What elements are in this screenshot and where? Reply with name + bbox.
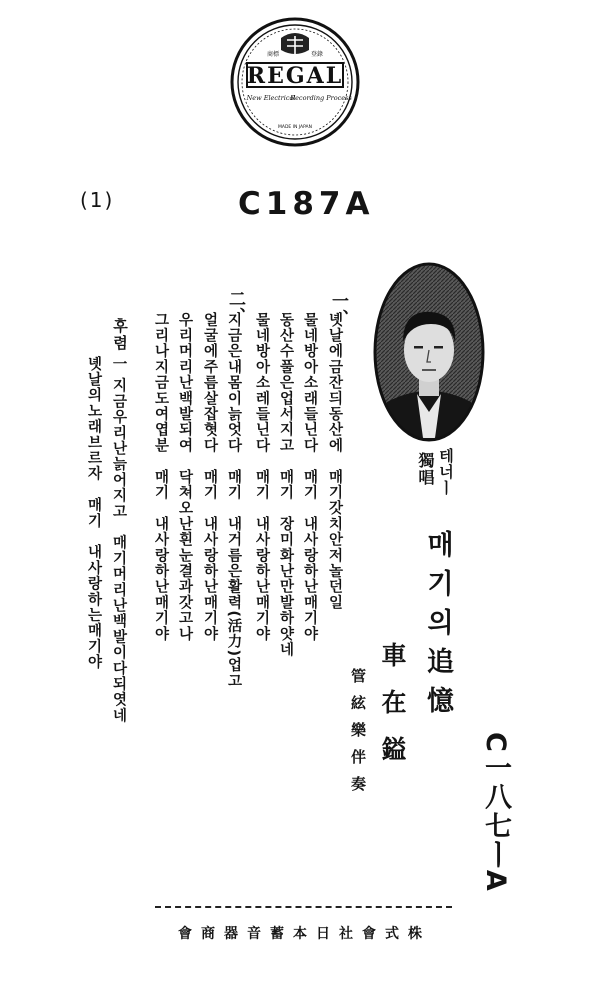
regal-logo (229, 16, 361, 148)
genre-solo-label: 獨唱 (416, 452, 435, 486)
svg-text:商標: 商標 (266, 51, 280, 58)
regal-seal-icon (229, 16, 361, 148)
verse2-mark: 二、 (225, 290, 245, 324)
side-number: (1) (80, 188, 115, 212)
verse1-mark: 一、 (328, 292, 348, 326)
svg-text:REGAL: REGAL (246, 63, 344, 89)
verse2-line-1: 지금은내몸이늙엇다 매기 내거름은활력(活力)업고 (225, 312, 242, 689)
verse2-line-2: 얼굴에주름살잡혓다 매기 내사랑하난매기야 (201, 312, 218, 642)
genre-tenor-label: 테너ㅣ (437, 448, 455, 496)
portrait-photo-icon (373, 262, 485, 442)
verse1-line-2: 물네방아소래들닌다 매기 내사랑하난매기야 (301, 312, 318, 642)
verse1-line-4: 물네방아소레들닌다 매기 내사랑하난매기야 (253, 312, 270, 642)
verse1-line-3: 동산수풀은업서지고 매기 장미화난만발하얏네 (277, 312, 294, 658)
record-code: C187A (238, 186, 375, 222)
svg-text:Recording Process: Recording Process (290, 94, 352, 102)
song-title: 매기의追憶 (422, 530, 453, 725)
singer-name: 車在鎰 (378, 642, 407, 783)
footer-divider (155, 906, 452, 908)
svg-text:MADE IN JAPAN: MADE IN JAPAN (277, 125, 313, 130)
refrain-line-2: 녯날의노래브르자 매기 내사랑하는매기야 (85, 356, 102, 671)
svg-text:登錄: 登錄 (310, 51, 324, 58)
svg-text:New Electrical: New Electrical (246, 94, 296, 102)
accompaniment: 管絃樂伴奏 (349, 668, 367, 803)
record-code-vertical: C一八七ㅣA (480, 732, 511, 893)
verse2-line-4: 그리나지금도여엽분 매기 내사랑하난매기야 (152, 312, 169, 642)
singer-portrait (373, 262, 485, 442)
refrain-line-1: 一 지금우리난늙어지고 매기머리난백발이다되엿네 (110, 356, 127, 724)
verse1-line-1: 녯날에금잔듸동산에 매기갓치안저놀던일 (326, 312, 343, 611)
publisher-name: 會商器音蓄本日社會式株 (178, 926, 431, 942)
refrain-mark: 후렴 (111, 318, 129, 352)
verse2-line-3: 우리머리난백발되여 닥쳐오난흰눈결과갓고나 (176, 312, 193, 642)
